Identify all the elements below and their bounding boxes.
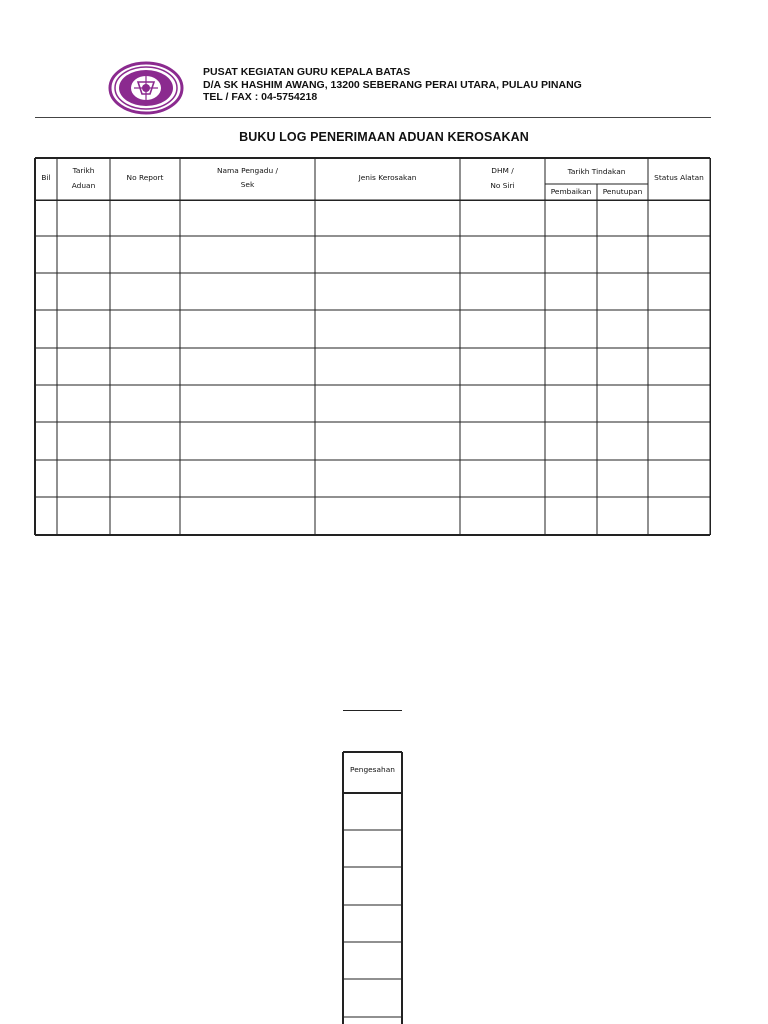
column-header-nama-pengadu-line1: Nama Pengadu / (217, 166, 278, 175)
organization-name: PUSAT KEGIATAN GURU KEPALA BATAS (203, 66, 411, 78)
column-header-tarikh-aduan-line2: Aduan (71, 181, 96, 190)
organization-contact: TEL / FAX : 04-5754218 (203, 91, 318, 103)
column-header-dhm-line2: No Siri (490, 181, 515, 190)
column-header-dhm-line1: DHM / (491, 166, 514, 175)
verification-table (343, 752, 402, 1024)
signature-line (343, 710, 402, 711)
column-header-tarikh-tindakan: Tarikh Tindakan (567, 167, 626, 176)
verification-header: Pengesahan (350, 765, 395, 774)
column-header-status-alatan: Status Alatan (654, 173, 704, 182)
organization-address: D/A SK HASHIM AWANG, 13200 SEBERANG PERAI UTARA, PULAU PINANG (203, 78, 582, 91)
column-header-nama-pengadu-line2: Sek (240, 180, 255, 189)
column-header-tarikh-aduan-line1: Tarikh (72, 166, 95, 175)
column-header-bil: Bil (41, 173, 51, 182)
column-header-penutupan: Penutupan (602, 187, 643, 196)
column-header-no-report: No Report (126, 173, 164, 182)
column-header-pembaikan: Pembaikan (550, 187, 592, 196)
column-header-jenis-kerosakan: Jenis Kerosakan (358, 173, 417, 182)
document-title: BUKU LOG PENERIMAAN ADUAN KEROSAKAN (239, 130, 529, 144)
